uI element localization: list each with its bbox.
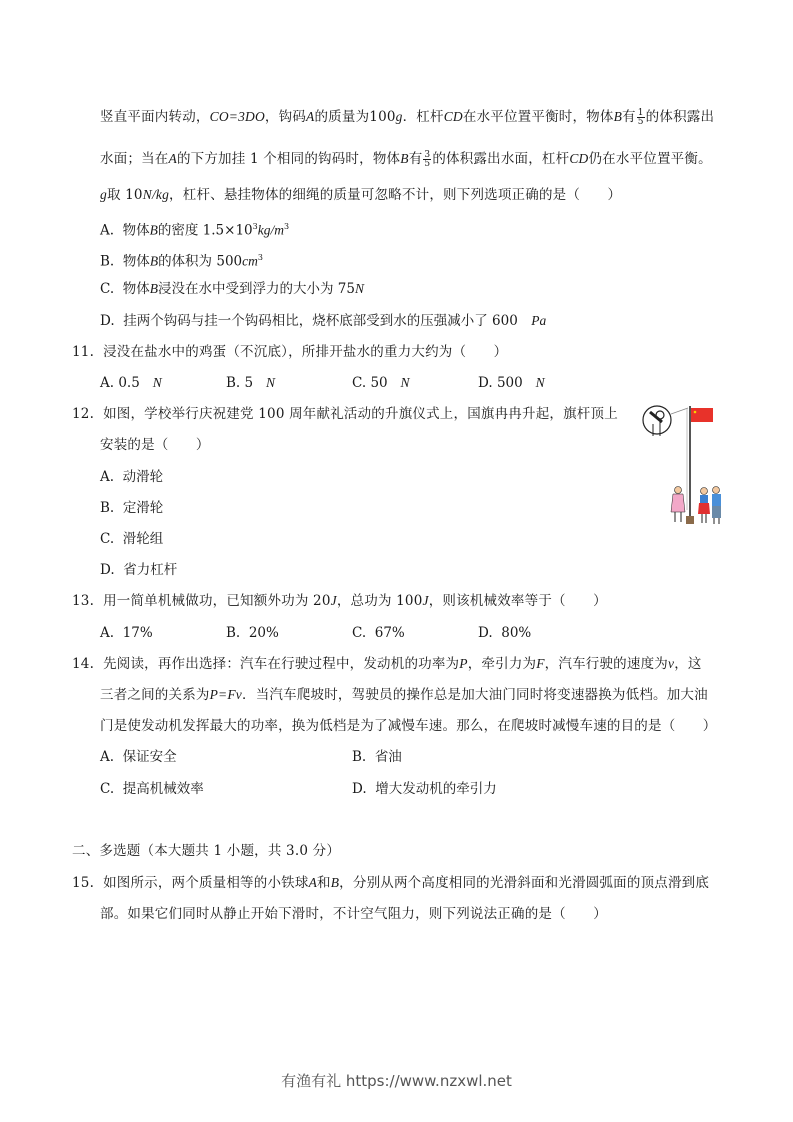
option-text: 提高机械效率 — [122, 781, 204, 797]
text: ，杠杆、悬挂物体的细绳的质量可忽略不计，则下列选项正确的是（ ） — [169, 187, 622, 203]
q12-option-d[interactable] — [100, 561, 177, 579]
question-text: 和 — [317, 875, 331, 891]
text: 在水平位置平衡时，物体 — [462, 109, 614, 125]
fraction-denominator: 5 — [637, 117, 644, 127]
q14-stem-line2 — [100, 686, 708, 704]
math-var: CO=3DO — [209, 109, 265, 124]
math-unit: Pa — [531, 313, 547, 328]
q12-stem-line2 — [100, 436, 210, 454]
math-unit: N — [354, 281, 364, 296]
option-label: A. — [100, 222, 115, 239]
option-label: C. — [100, 281, 115, 297]
option-label: D. — [478, 625, 493, 641]
option-value: 0.5 — [118, 375, 140, 391]
text: 有 — [622, 109, 636, 125]
fraction-denominator: 5 — [424, 159, 431, 169]
text: 取 10 — [106, 187, 143, 203]
text: 仍在水平位置平衡。 — [588, 151, 712, 167]
math-var: A — [168, 151, 177, 166]
text: 的下方加挂 1 个相同的钩码时，物体 — [176, 151, 401, 167]
superscript: 3 — [284, 222, 290, 231]
math-var: CD — [443, 109, 463, 124]
text: 的体积露出水面，杠杆 — [432, 151, 570, 167]
option-text: 定滑轮 — [122, 500, 164, 516]
question-text: 如图，学校举行庆祝建党 100 周年献礼活动的升旗仪式上，国旗冉冉升起，旗杆顶上 — [103, 406, 618, 422]
option-label: A. — [100, 469, 115, 485]
question-text: ，这 — [674, 656, 702, 672]
q10-stem-line1 — [100, 108, 714, 126]
option-label: D. — [352, 781, 367, 797]
option-label: B. — [100, 500, 115, 516]
fraction — [423, 151, 431, 168]
option-label: A. — [100, 375, 115, 391]
math-formula: P=Fv — [209, 687, 243, 702]
question-text: 用一简单机械做功，已知额外功为 20 — [103, 593, 331, 609]
fraction-numerator: 1 — [637, 108, 644, 118]
option-value: 500 — [496, 375, 523, 391]
option-label: C. — [352, 625, 367, 641]
question-text: 门是使发动机发挥最大的功率，换为低档是为了减慢车速。那么，在爬坡时减慢车速的目的是（ ） — [100, 718, 717, 734]
question-text: ，则该机械效率等于（ ） — [428, 593, 607, 609]
q12-option-b[interactable] — [100, 499, 163, 517]
math-var: A — [308, 875, 318, 890]
option-text: 67% — [374, 625, 405, 641]
question-text: ，总功为 100 — [336, 593, 423, 609]
math-unit: J — [330, 593, 337, 608]
option-text: 80% — [501, 625, 532, 641]
option-label: D. — [100, 562, 115, 578]
section-heading: 二、多选题（本大题共 1 小题，共 3.0 分） — [72, 843, 341, 859]
option-label: B. — [226, 625, 241, 641]
question-text: ，分别从两个高度相同的光滑斜面和光滑圆弧面的顶点滑到底 — [339, 875, 710, 891]
option-label: C. — [352, 375, 367, 391]
option-value: 50 — [370, 375, 388, 391]
math-unit: J — [422, 593, 429, 608]
option-label: A. — [100, 749, 115, 765]
q10-stem-line3 — [100, 186, 621, 204]
text: 的密度 1.5×10 — [157, 222, 253, 239]
q14-option-c[interactable] — [100, 780, 204, 798]
question-text: 部。如果它们同时从静止开始下滑时，不计空气阻力，则下列说法正确的是（ ） — [100, 906, 607, 922]
q13-option-d[interactable] — [478, 624, 531, 642]
text: 物体 — [122, 281, 150, 297]
math-unit: N — [265, 375, 275, 390]
footer-text: 有渔有礼 https://www.nzxwl.net — [281, 1072, 512, 1090]
q11-option-a[interactable] — [100, 374, 162, 392]
math-var: A — [306, 109, 315, 124]
question-text: ，汽车行驶的速度为 — [544, 656, 668, 672]
option-label: C. — [100, 781, 115, 797]
text: 的体积露出 — [645, 109, 715, 125]
math-var: B — [149, 222, 158, 238]
math-unit: N — [535, 375, 545, 390]
q11-stem — [72, 343, 507, 361]
option-label: D. — [478, 375, 493, 391]
q12-stem-line1 — [72, 405, 618, 423]
option-label: B. — [100, 253, 115, 270]
q14-stem-line1 — [72, 655, 702, 673]
math-var: F — [536, 656, 545, 671]
math-var: B — [149, 281, 158, 296]
q12-option-c[interactable] — [100, 530, 163, 548]
option-text: 动滑轮 — [122, 469, 164, 485]
footer-watermark — [0, 1070, 793, 1091]
question-text: 安装的是（ ） — [100, 437, 210, 453]
q10-option-d[interactable] — [100, 312, 546, 330]
q13-option-a[interactable] — [100, 624, 153, 642]
q10-option-a[interactable] — [100, 218, 289, 240]
math-var: P — [459, 656, 468, 671]
question-text: ．当汽车爬坡时，驾驶员的操作总是加大油门同时将变速器换为低档。加大油 — [242, 687, 708, 703]
question-text: 先阅读，再作出选择：汽车在行驶过程中，发动机的功率为 — [103, 656, 460, 672]
text: 物体 — [122, 253, 150, 270]
section-heading-multiple-choice — [72, 842, 340, 860]
option-text: 省油 — [374, 749, 402, 765]
math-var: g — [395, 109, 403, 124]
option-text: 滑轮组 — [122, 531, 164, 547]
option-label: D. — [100, 313, 115, 329]
question-number: 14. — [72, 656, 95, 672]
text: 有 — [408, 151, 423, 167]
math-var: CD — [569, 151, 589, 166]
q11-option-b[interactable] — [226, 374, 275, 392]
math-var: B — [613, 109, 623, 124]
text: 水面；当在 — [100, 151, 169, 167]
option-label: B. — [226, 375, 241, 391]
math-unit: N/kg — [142, 187, 170, 202]
option-label: C. — [100, 531, 115, 547]
q13-stem — [72, 592, 607, 610]
option-text: 增大发动机的牵引力 — [375, 781, 497, 797]
option-text: 省力杠杆 — [123, 562, 178, 578]
q10-stem-line2 — [100, 150, 712, 168]
option-text: 17% — [122, 625, 153, 641]
q10-option-c[interactable] — [100, 280, 364, 298]
q14-option-b[interactable] — [352, 748, 402, 766]
math-var: g — [100, 187, 107, 202]
question-number: 13. — [72, 593, 95, 609]
q13-option-c[interactable] — [352, 624, 405, 642]
question-text: 浸没在盐水中的鸡蛋（不沉底），所排开盐水的重力大约为（ ） — [103, 344, 508, 360]
question-number: 15. — [72, 875, 95, 891]
q14-stem-line3 — [100, 717, 717, 735]
q13-option-b[interactable] — [226, 624, 279, 642]
flag-raising-figure — [640, 400, 730, 530]
q10-option-b[interactable] — [100, 249, 263, 271]
option-text: 20% — [248, 625, 279, 641]
math-var: v — [667, 656, 675, 671]
q12-option-a[interactable] — [100, 468, 163, 486]
question-text: 如图所示，两个质量相等的小铁球 — [103, 875, 309, 891]
text: 浸没在水中受到浮力的大小为 75 — [157, 281, 355, 297]
text: ．杠杆 — [402, 109, 444, 125]
text: 挂两个钩码与挂一个钩码相比，烧杯底部受到水的压强减小了 600 — [123, 313, 532, 329]
option-label: A. — [100, 625, 115, 641]
question-number: 11. — [72, 344, 95, 360]
superscript: 3 — [257, 253, 263, 262]
option-label: B. — [352, 749, 367, 765]
text: 竖直平面内转动， — [100, 109, 210, 125]
math-unit: kg/m — [257, 222, 284, 238]
q11-option-c[interactable] — [352, 374, 410, 392]
q15-stem-line2 — [100, 905, 607, 923]
math-unit: N — [400, 375, 410, 390]
text: 的质量为100 — [314, 109, 396, 125]
text: 物体 — [122, 222, 150, 239]
q14-option-d[interactable] — [352, 780, 497, 798]
math-unit: cm — [242, 253, 258, 269]
question-text: ，牵引力为 — [467, 656, 537, 672]
text: ，钩码 — [264, 109, 307, 125]
math-var: B — [330, 875, 340, 890]
q15-stem-line1 — [72, 874, 709, 892]
text: 的体积为 500 — [158, 253, 243, 270]
math-var: B — [149, 253, 159, 269]
fraction-numerator: 3 — [424, 150, 431, 160]
fraction — [637, 109, 645, 126]
option-text: 保证安全 — [122, 749, 177, 765]
math-var: B — [400, 151, 409, 166]
flagpole-illustration-icon — [640, 400, 730, 530]
question-text: 三者之间的关系为 — [100, 687, 210, 703]
option-value: 5 — [244, 375, 254, 391]
q11-option-d[interactable] — [478, 374, 545, 392]
superscript: 3 — [252, 222, 258, 231]
q14-option-a[interactable] — [100, 748, 177, 766]
question-number: 12. — [72, 406, 95, 422]
math-unit: N — [152, 375, 162, 390]
